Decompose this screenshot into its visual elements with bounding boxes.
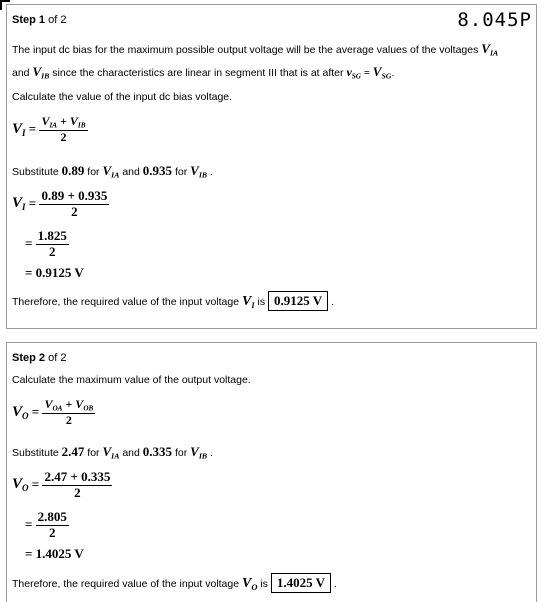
step-2-instruction: Calculate the maximum value of the output voltage. (12, 374, 251, 386)
step-1-substituted-fraction: $V_I$ = $\frac{0.89 + 0.935}{2}$ (12, 188, 108, 219)
step-1-intro-line-1: The input dc bias for the maximum possible output voltage will be the average values of the voltages $V_{IA}$ (12, 41, 499, 58)
step-number: 2 (38, 352, 46, 364)
step-2-conclusion: Therefore, the required value of the input voltage $V_O$ is 1.4025 V . (12, 575, 337, 592)
step-2-formula: $V_O$ = $\frac{V_{OA} + V_{OB}}{2}$ (12, 397, 94, 427)
step-1-header (12, 14, 66, 26)
step-1-card (6, 4, 537, 329)
step-1-answer-box: 0.9125 V (268, 291, 328, 311)
step-2-sum-fraction: = $\frac{2.805}{2}$ (25, 509, 67, 540)
step-1-sum-fraction: = $\frac{1.825}{2}$ (25, 228, 67, 259)
step-2-substituted-fraction: $V_O$ = $\frac{2.47 + 0.335}{2}$ (12, 469, 111, 500)
step-2-result: = 1.4025 V (25, 546, 84, 561)
step-label: Step (12, 14, 36, 26)
step-number: 1 (38, 14, 46, 26)
step-2-answer-box: 1.4025 V (271, 573, 331, 593)
step-1-result: = 0.9125 V (25, 265, 84, 280)
step-1-substitute-line: Substitute 0.89 for $V_{IA}$ and 0.935 for $V_{IB}$ . (12, 163, 213, 180)
step-2-substitute-line: Substitute 2.47 for $V_{IA}$ and 0.335 for $V_{IB}$ . (12, 444, 213, 461)
step-of-total: of 2 (48, 352, 67, 364)
step-of-total: of 2 (48, 14, 67, 26)
step-1-instruction: Calculate the value of the input dc bias voltage. (12, 91, 233, 103)
step-2-header (12, 352, 66, 364)
step-1-formula: $V_I$ = $\frac{V_{IA} + V_{IB}}{2}$ (12, 114, 86, 144)
step-1-conclusion: Therefore, the required value of the input voltage $V_I$ is 0.9125 V . (12, 293, 335, 310)
step-1-intro-line-2: and $V_{IB}$ since the characteristics are linear in segment III that is at after $v_{SG} = V_{SG}$. (12, 64, 395, 81)
problem-id: 8.045P (457, 9, 532, 31)
step-2-card (6, 342, 537, 602)
step-label: Step (12, 352, 36, 364)
